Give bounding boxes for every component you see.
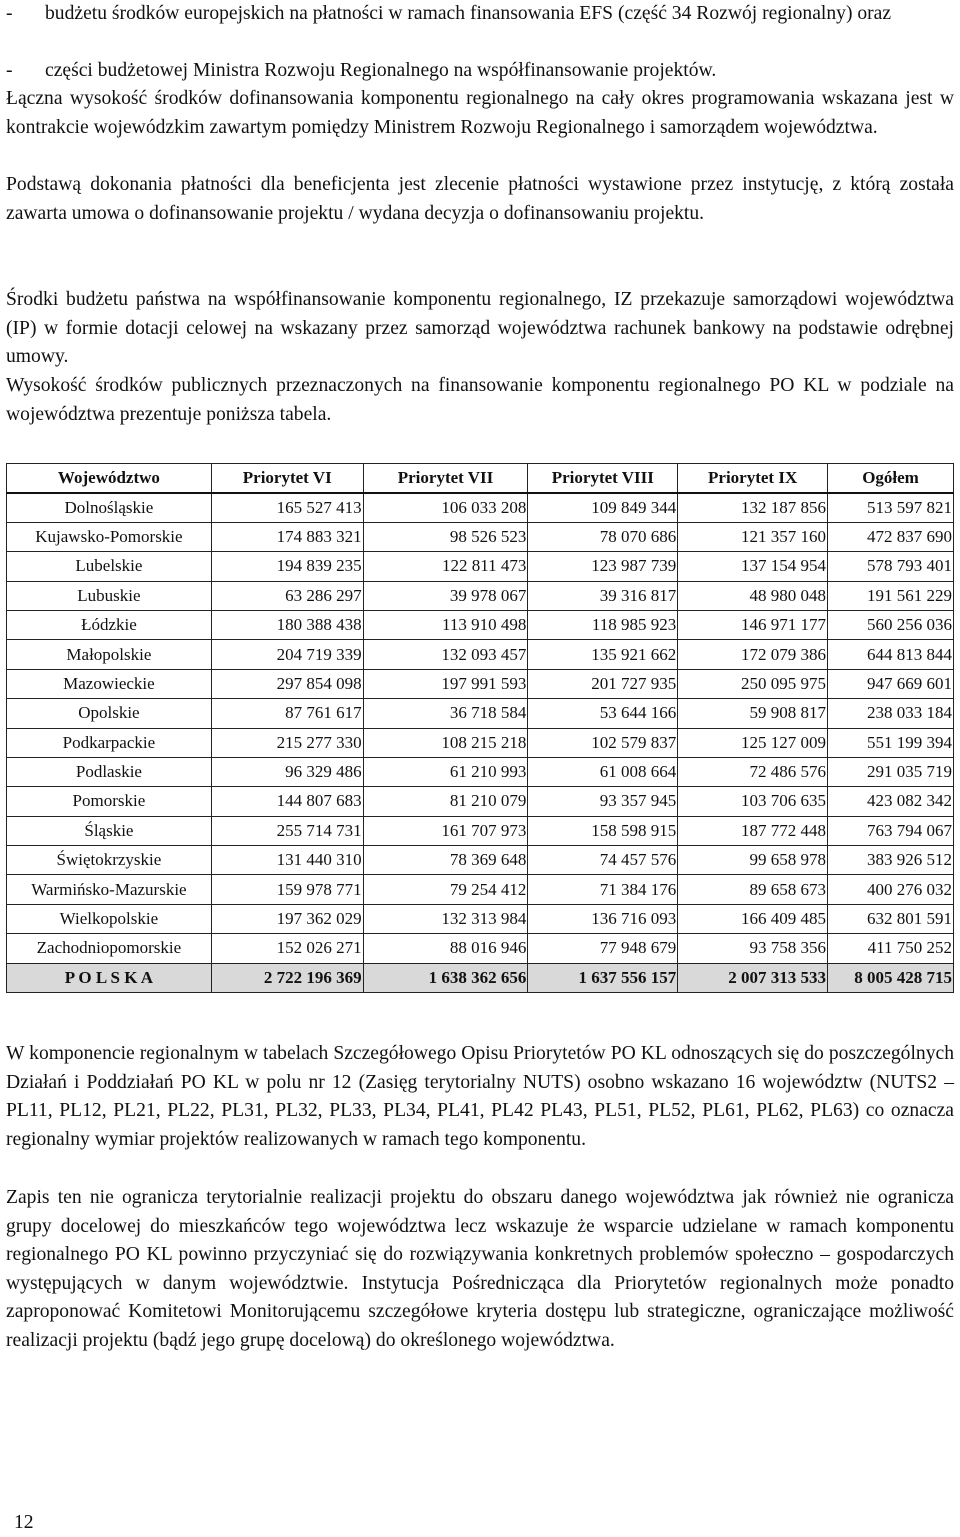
amount-cell: 113 910 498 xyxy=(363,610,528,639)
paragraph: Podstawą dokonania płatności dla beneficjenta jest zlecenie płatności wystawione przez instytucję, z którą została zawarta umowa o dofinansowanie projektu / wydana decyzja o dofinansowaniu projektu. xyxy=(6,174,954,224)
amount-cell: 122 811 473 xyxy=(363,552,528,581)
amount-cell: 1 638 362 656 xyxy=(363,963,528,992)
table-row xyxy=(7,904,954,933)
table-row xyxy=(7,757,954,786)
header-cell: Priorytet VIII xyxy=(528,464,678,493)
table-row xyxy=(7,581,954,610)
amount-cell: 63 286 297 xyxy=(211,581,363,610)
paragraph: Środki budżetu państwa na współfinansowanie komponentu regionalnego, IZ przekazuje samorządowi województwa (IP) w formie dotacji celowej na wskazany przez samorząd województwa rachunek bankowy na podstawie odrębnej umowy. xyxy=(6,289,954,367)
amount-cell: 158 598 915 xyxy=(528,816,678,845)
table-row xyxy=(7,493,954,522)
table-body xyxy=(7,493,954,993)
table-row xyxy=(7,875,954,904)
amount-cell: 61 008 664 xyxy=(528,757,678,786)
amount-cell: 125 127 009 xyxy=(678,728,828,757)
amount-cell: 152 026 271 xyxy=(211,934,363,963)
header-cell: Województwo xyxy=(7,464,212,493)
amount-cell: 131 440 310 xyxy=(211,846,363,875)
amount-cell: 297 854 098 xyxy=(211,669,363,698)
amount-cell: 59 908 817 xyxy=(678,699,828,728)
region-name-cell: Opolskie xyxy=(7,699,212,728)
region-name-cell: Świętokrzyskie xyxy=(7,846,212,875)
table-row xyxy=(7,787,954,816)
amount-cell: 118 985 923 xyxy=(528,610,678,639)
table-row xyxy=(7,669,954,698)
table-total-row xyxy=(7,963,954,992)
amount-cell: 93 758 356 xyxy=(678,934,828,963)
amount-cell: 106 033 208 xyxy=(363,493,528,522)
table-row xyxy=(7,699,954,728)
amount-cell: 166 409 485 xyxy=(678,904,828,933)
region-name-cell: Łódzkie xyxy=(7,610,212,639)
amount-cell: 513 597 821 xyxy=(828,493,954,522)
amount-cell: 102 579 837 xyxy=(528,728,678,757)
amount-cell: 108 215 218 xyxy=(363,728,528,757)
region-name-cell: Podkarpackie xyxy=(7,728,212,757)
amount-cell: 215 277 330 xyxy=(211,728,363,757)
amount-cell: 174 883 321 xyxy=(211,522,363,551)
header-cell: Priorytet VII xyxy=(363,464,528,493)
page-number: 12 xyxy=(14,1512,34,1533)
amount-cell: 238 033 184 xyxy=(828,699,954,728)
amount-cell: 144 807 683 xyxy=(211,787,363,816)
amount-cell: 204 719 339 xyxy=(211,640,363,669)
amount-cell: 137 154 954 xyxy=(678,552,828,581)
amount-cell: 103 706 635 xyxy=(678,787,828,816)
funding-table xyxy=(6,463,954,993)
amount-cell: 8 005 428 715 xyxy=(828,963,954,992)
region-name-cell: Lubelskie xyxy=(7,552,212,581)
table-header-row xyxy=(7,464,954,493)
amount-cell: 161 707 973 xyxy=(363,816,528,845)
amount-cell: 72 486 576 xyxy=(678,757,828,786)
amount-cell: 61 210 993 xyxy=(363,757,528,786)
paragraph: W komponencie regionalnym w tabelach Szczegółowego Opisu Priorytetów PO KL odnoszących się do poszczególnych Działań i Poddziałań PO KL w polu nr 12 (Zasięg terytorialny NUTS) osobno wskazano 16 województw (NUTS2 – PL11, PL12, PL21, PL22, PL31, PL32, PL33, PL34, PL41, PL42 PL43, PL51, PL52, PL61, PL62, PL63) co oznacza regionalny wymiar projektów realizowanych w ramach tego komponentu. xyxy=(6,1043,954,1150)
amount-cell: 98 526 523 xyxy=(363,522,528,551)
amount-cell: 947 669 601 xyxy=(828,669,954,698)
amount-cell: 99 658 978 xyxy=(678,846,828,875)
amount-cell: 383 926 512 xyxy=(828,846,954,875)
amount-cell: 763 794 067 xyxy=(828,816,954,845)
region-name-cell: Śląskie xyxy=(7,816,212,845)
header-cell: Priorytet IX xyxy=(678,464,828,493)
amount-cell: 79 254 412 xyxy=(363,875,528,904)
amount-cell: 36 718 584 xyxy=(363,699,528,728)
bullet-dash: - xyxy=(6,60,13,81)
amount-cell: 78 369 648 xyxy=(363,846,528,875)
amount-cell: 411 750 252 xyxy=(828,934,954,963)
amount-cell: 194 839 235 xyxy=(211,552,363,581)
amount-cell: 191 561 229 xyxy=(828,581,954,610)
bullet-text: części budżetowej Ministra Rozwoju Regionalnego na współfinansowanie projektów. xyxy=(45,60,717,81)
amount-cell: 71 384 176 xyxy=(528,875,678,904)
amount-cell: 136 716 093 xyxy=(528,904,678,933)
amount-cell: 109 849 344 xyxy=(528,493,678,522)
amount-cell: 77 948 679 xyxy=(528,934,678,963)
amount-cell: 2 007 313 533 xyxy=(678,963,828,992)
amount-cell: 551 199 394 xyxy=(828,728,954,757)
amount-cell: 197 991 593 xyxy=(363,669,528,698)
amount-cell: 89 658 673 xyxy=(678,875,828,904)
region-name-cell: Pomorskie xyxy=(7,787,212,816)
region-name-cell: Zachodniopomorskie xyxy=(7,934,212,963)
amount-cell: 132 313 984 xyxy=(363,904,528,933)
amount-cell: 96 329 486 xyxy=(211,757,363,786)
amount-cell: 93 357 945 xyxy=(528,787,678,816)
amount-cell: 78 070 686 xyxy=(528,522,678,551)
amount-cell: 146 971 177 xyxy=(678,610,828,639)
amount-cell: 400 276 032 xyxy=(828,875,954,904)
amount-cell: 291 035 719 xyxy=(828,757,954,786)
amount-cell: 88 016 946 xyxy=(363,934,528,963)
header-cell: Ogółem xyxy=(828,464,954,493)
amount-cell: 81 210 079 xyxy=(363,787,528,816)
region-name-cell: Podlaskie xyxy=(7,757,212,786)
region-name-cell: Mazowieckie xyxy=(7,669,212,698)
table-row xyxy=(7,640,954,669)
amount-cell: 172 079 386 xyxy=(678,640,828,669)
region-name-cell: Warmińsko-Mazurskie xyxy=(7,875,212,904)
amount-cell: 180 388 438 xyxy=(211,610,363,639)
paragraph: Zapis ten nie ogranicza terytorialnie realizacji projektu do obszaru danego województwa jak również nie ogranicza grupy docelowej do mieszkańców tego województwa lecz wskazuje że wsparcie udzielane w ramach komponentu regionalnego PO KL powinno przyczyniać się do rozwiązywania konkretnych problemów społeczno – gospodarczych występujących w danym województwie. Instytucja Pośrednicząca dla Priorytetów regionalnych może ponadto zaproponować Komitetowi Monitorującemu szczegółowe kryteria dostępu lub strategiczne, ograniczające możliwość realizacji projektu (bądź jego grupę docelową) do określonego województwa. xyxy=(6,1187,954,1351)
amount-cell: 121 357 160 xyxy=(678,522,828,551)
table-row xyxy=(7,846,954,875)
amount-cell: 560 256 036 xyxy=(828,610,954,639)
table-row xyxy=(7,934,954,963)
region-name-cell: Wielkopolskie xyxy=(7,904,212,933)
table-row xyxy=(7,610,954,639)
amount-cell: 135 921 662 xyxy=(528,640,678,669)
header-cell: Priorytet VI xyxy=(211,464,363,493)
amount-cell: 39 978 067 xyxy=(363,581,528,610)
amount-cell: 39 316 817 xyxy=(528,581,678,610)
bullet-text: budżetu środków europejskich na płatności w ramach finansowania EFS (część 34 Rozwój regionalny) oraz xyxy=(45,3,892,24)
amount-cell: 578 793 401 xyxy=(828,552,954,581)
table-row xyxy=(7,816,954,845)
paragraph: Wysokość środków publicznych przeznaczonych na finansowanie komponentu regionalnego PO KL w podziale na województwa prezentuje poniższa tabela. xyxy=(6,375,954,425)
amount-cell: 250 095 975 xyxy=(678,669,828,698)
amount-cell: 187 772 448 xyxy=(678,816,828,845)
amount-cell: 165 527 413 xyxy=(211,493,363,522)
region-name-cell: Dolnośląskie xyxy=(7,493,212,522)
amount-cell: 472 837 690 xyxy=(828,522,954,551)
region-name-cell: Kujawsko-Pomorskie xyxy=(7,522,212,551)
region-name-cell: Małopolskie xyxy=(7,640,212,669)
amount-cell: 159 978 771 xyxy=(211,875,363,904)
amount-cell: 123 987 739 xyxy=(528,552,678,581)
region-name-cell: Lubuskie xyxy=(7,581,212,610)
table-row xyxy=(7,522,954,551)
amount-cell: 632 801 591 xyxy=(828,904,954,933)
amount-cell: 255 714 731 xyxy=(211,816,363,845)
paragraph: Łączna wysokość środków dofinansowania komponentu regionalnego na cały okres programowania wskazana jest w kontrakcie wojewódzkim zawartym pomiędzy Ministrem Rozwoju Regionalnego i samorządem województwa. xyxy=(6,88,954,138)
amount-cell: 53 644 166 xyxy=(528,699,678,728)
amount-cell: 132 093 457 xyxy=(363,640,528,669)
amount-cell: 197 362 029 xyxy=(211,904,363,933)
amount-cell: 644 813 844 xyxy=(828,640,954,669)
amount-cell: 74 457 576 xyxy=(528,846,678,875)
table-row xyxy=(7,728,954,757)
amount-cell: 132 187 856 xyxy=(678,493,828,522)
region-name-cell: P O L S K A xyxy=(7,963,212,992)
table-row xyxy=(7,552,954,581)
amount-cell: 423 082 342 xyxy=(828,787,954,816)
amount-cell: 201 727 935 xyxy=(528,669,678,698)
amount-cell: 1 637 556 157 xyxy=(528,963,678,992)
bullet-dash: - xyxy=(6,3,13,24)
amount-cell: 2 722 196 369 xyxy=(211,963,363,992)
amount-cell: 87 761 617 xyxy=(211,699,363,728)
amount-cell: 48 980 048 xyxy=(678,581,828,610)
